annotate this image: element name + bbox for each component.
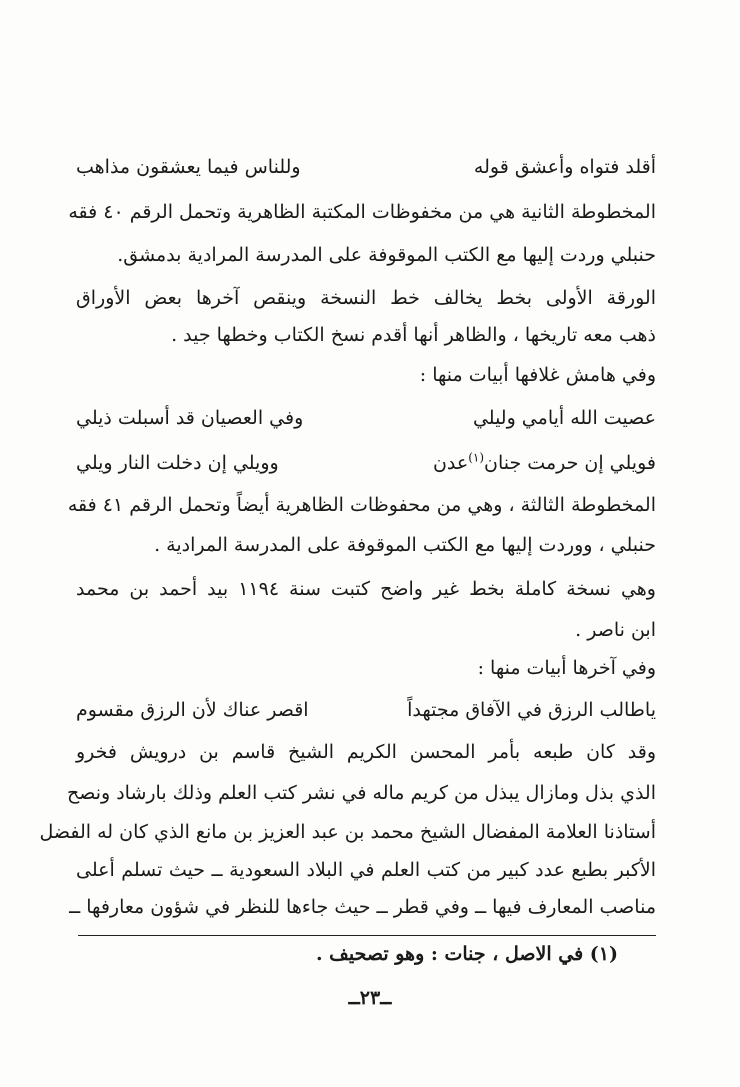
- printing-line-2: الذي بذل ومازال يبذل من كريم ماله في نشر كتب العلم وذلك بارشاد ونصح: [66, 782, 656, 804]
- poem-one-row-2-second: وويلي إن دخلت النار ويلي: [76, 452, 279, 474]
- page-number: ــ٢٣ــ: [348, 987, 392, 1009]
- printing-line-3: أستاذنا العلامة المفضال الشيخ محمد بن عبد العزيز بن مانع الذي كان له الفضل: [39, 821, 656, 843]
- footnote: (١) في الاصل ، جنات : وهو تصحيف .: [315, 943, 618, 965]
- poem-one-row-1-first: عصيت الله أيامي وليلي: [472, 407, 656, 429]
- verse-top: [76, 152, 656, 182]
- poem-one-row-2-first: [433, 448, 656, 478]
- footnote-marker: (١): [468, 450, 485, 465]
- verse-top-first: أقلد فتواه وأعشق قوله: [473, 156, 656, 178]
- manuscript-three-line-2: حنبلي ، ووردت إليها مع الكتب الموقوفة على المدرسة المرادية .: [154, 534, 656, 556]
- printing-line-1: وقد كان طبعه بأمر المحسن الكريم الشيخ قاسم بن درويش فخرو: [76, 741, 656, 763]
- poem-one-row-2-first-text: فويلي إن حرمت جنان: [484, 452, 656, 474]
- printing-line-4: الأكبر بطبع عدد كبير من كتب العلم في البلاد السعودية ــ حيث تسلم أعلى: [76, 859, 656, 881]
- manuscript-two-line-5: وفي هامش غلافها أبيات منها :: [419, 364, 656, 386]
- poem-one-row-2: [76, 448, 656, 478]
- manuscript-three-line-3: وهي نسخة كاملة بخط غير واضح كتبت سنة ١١٩٤ بيد أحمد بن محمد: [76, 578, 656, 600]
- printing-line-5: مناصب المعارف فيها ــ وفي قطر ــ حيث جاءها للنظر في شؤون معارفها ــ: [69, 896, 656, 918]
- manuscript-two-line-3: الورقة الأولى بخط يخالف خط النسخة وينقص آخرها بعض الأوراق: [76, 287, 656, 309]
- manuscript-two-line-2: حنبلي وردت إليها مع الكتب الموقوفة على المدرسة المرادية بدمشق.: [117, 244, 656, 266]
- poem-two: [76, 695, 656, 725]
- poem-two-second: اقصر عناك لأن الرزق مقسوم: [76, 699, 309, 721]
- poem-one-row-2-first-tail: عدن: [432, 452, 469, 474]
- manuscript-three-line-5: وفي آخرها أبيات منها :: [477, 657, 656, 679]
- manuscript-three-line-4: ابن ناصر .: [575, 619, 656, 641]
- manuscript-two-line-1: المخطوطة الثانية هي من مخفوظات المكتبة الظاهرية وتحمل الرقم ٤٠ فقه: [68, 201, 656, 223]
- poem-one-row-1: [76, 403, 656, 433]
- manuscript-two-line-4: ذهب معه تاريخها ، والظاهر أنها أقدم نسخ الكتاب وخطها جيد .: [171, 324, 656, 346]
- manuscript-three-line-1: المخطوطة الثالثة ، وهي من محفوظات الظاهرية أيضاً وتحمل الرقم ٤١ فقه: [67, 494, 656, 516]
- poem-one-row-1-second: وفي العصيان قد أسبلت ذيلي: [76, 407, 304, 429]
- verse-top-second: وللناس فيما يعشقون مذاهب: [76, 156, 301, 178]
- footnote-separator: [78, 935, 656, 936]
- poem-two-first: ياطالب الرزق في الآفاق مجتهداً: [407, 699, 656, 721]
